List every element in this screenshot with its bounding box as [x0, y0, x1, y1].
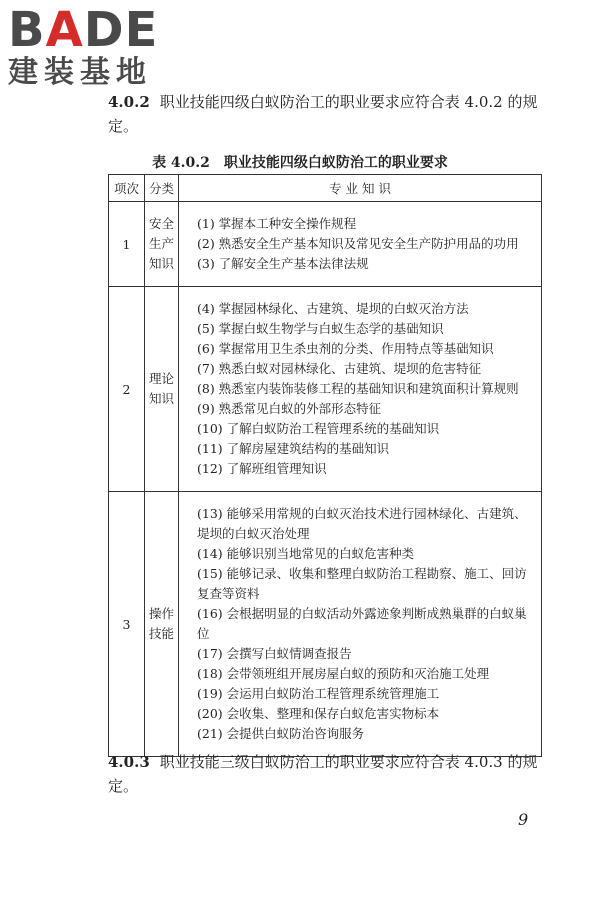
row-number: 3	[109, 492, 145, 757]
knowledge-item: (20) 会收集、整理和保存白蚁危害实物标本	[197, 706, 440, 721]
knowledge-item: (16) 会根据明显的白蚁活动外露迹象判断成熟巢群的白蚁巢位	[197, 606, 527, 641]
knowledge-item: (11) 了解房屋建筑结构的基础知识	[197, 441, 390, 456]
clause-number: 4.0.2	[108, 93, 150, 111]
header-category: 分类	[145, 175, 179, 202]
knowledge-item: (18) 会带领班组开展房屋白蚁的预防和灭治施工处理	[197, 666, 490, 681]
row-knowledge-items	[179, 287, 542, 492]
row-knowledge-items	[179, 492, 542, 757]
knowledge-item: (2) 熟悉安全生产基本知识及常见安全生产防护用品的功用	[197, 236, 519, 251]
knowledge-item: (10) 了解白蚁防治工程管理系统的基础知识	[197, 421, 440, 436]
clause-text: 职业技能三级白蚁防治工的职业要求应符合表 4.0.3 的规定。	[108, 753, 538, 795]
requirements-table	[108, 174, 542, 757]
knowledge-item: (15) 能够记录、收集和整理白蚁防治工程勘察、施工、回访复查等资料	[197, 566, 527, 601]
table-header-row	[109, 175, 542, 202]
page-number: 9	[518, 810, 529, 829]
knowledge-item: (13) 能够采用常规的白蚁灭治技术进行园林绿化、古建筑、堤坝的白蚁灭治处理	[197, 506, 527, 541]
header-knowledge: 专 业 知 识	[179, 175, 542, 202]
row-number: 1	[109, 202, 145, 287]
clause-4-0-3	[108, 750, 548, 798]
row-knowledge-items	[179, 202, 542, 287]
knowledge-item: (19) 会运用白蚁防治工程管理系统管理施工	[197, 686, 440, 701]
knowledge-item: (21) 会提供白蚁防治咨询服务	[197, 726, 365, 741]
knowledge-item: (6) 掌握常用卫生杀虫剂的分类、作用特点等基础知识	[197, 341, 494, 356]
knowledge-item: (8) 熟悉室内装饰装修工程的基础知识和建筑面积计算规则	[197, 381, 519, 396]
knowledge-item: (3) 了解安全生产基本法律法规	[197, 256, 369, 271]
knowledge-item: (12) 了解班组管理知识	[197, 461, 327, 476]
row-category: 操作 技能	[145, 492, 179, 757]
clause-4-0-2	[108, 90, 548, 138]
knowledge-item: (7) 熟悉白蚁对园林绿化、古建筑、堤坝的危害特征	[197, 361, 482, 376]
brand-logo	[8, 4, 183, 90]
header-no: 项次	[109, 175, 145, 202]
knowledge-item: (1) 掌握本工种安全操作规程	[197, 216, 357, 231]
clause-text: 职业技能四级白蚁防治工的职业要求应符合表 4.0.2 的规定。	[108, 93, 538, 135]
table-row	[109, 492, 542, 757]
row-number: 2	[109, 287, 145, 492]
table-row	[109, 202, 542, 287]
row-category: 理论 知识	[145, 287, 179, 492]
row-category: 安全 生产 知识	[145, 202, 179, 287]
knowledge-item: (9) 熟悉常见白蚁的外部形态特征	[197, 401, 382, 416]
table-row	[109, 287, 542, 492]
logo-brand: BADE	[8, 2, 159, 58]
knowledge-item: (14) 能够识别当地常见的白蚁危害种类	[197, 546, 415, 561]
knowledge-item: (5) 掌握白蚁生物学与白蚁生态学的基础知识	[197, 321, 444, 336]
clause-number: 4.0.3	[108, 753, 150, 771]
logo-subtitle: 建装基地	[8, 55, 152, 90]
knowledge-item: (4) 掌握园林绿化、古建筑、堤坝的白蚁灭治方法	[197, 301, 469, 316]
table-title: 表 4.0.2 职业技能四级白蚁防治工的职业要求	[152, 155, 448, 171]
knowledge-item: (17) 会撰写白蚁情调查报告	[197, 646, 352, 661]
